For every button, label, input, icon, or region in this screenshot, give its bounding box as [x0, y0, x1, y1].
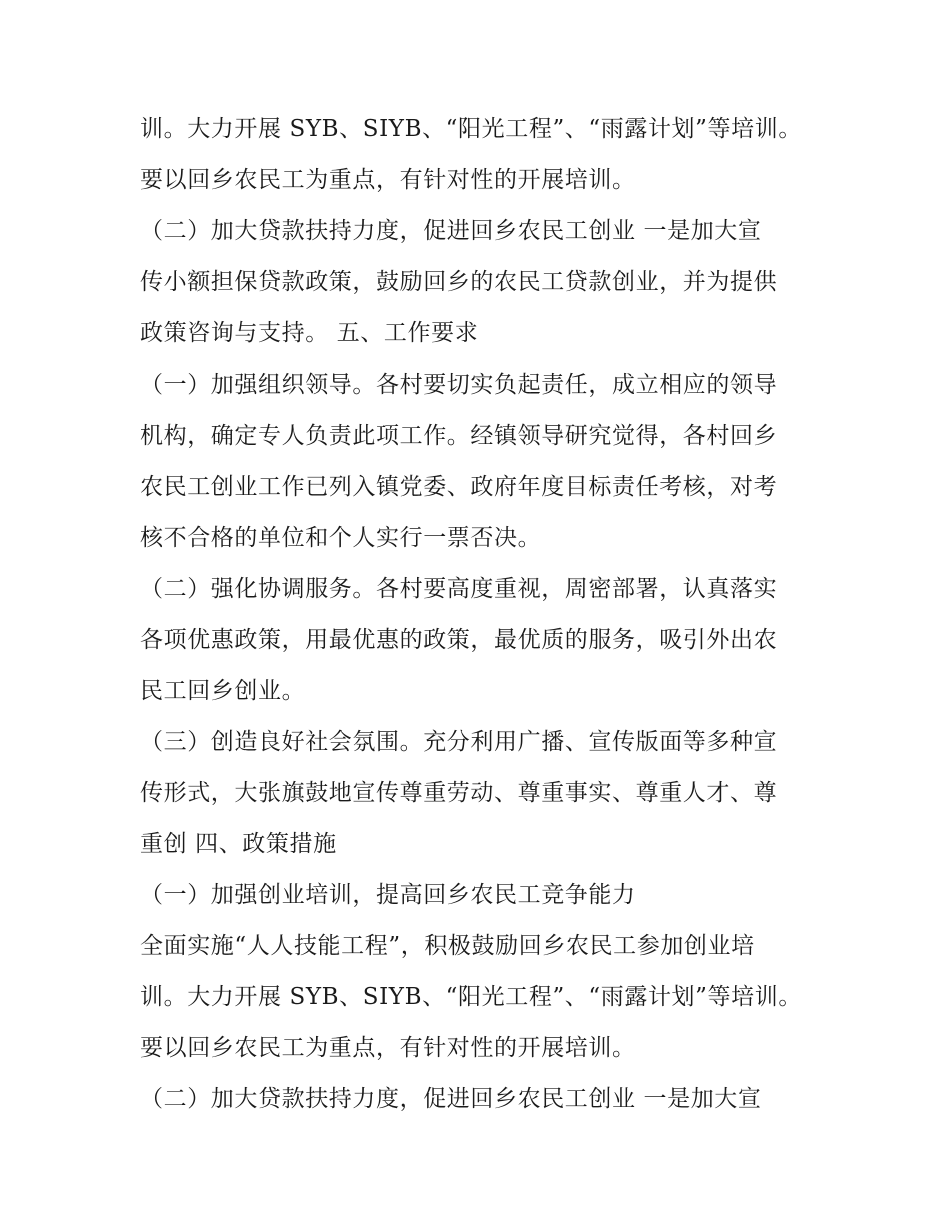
text-line: （二）加大贷款扶持力度，促进回乡农民工创业 一是加大宣 [140, 218, 762, 244]
text-line: 训。大力开展 SYB、SIYB、“阳光工程”、“雨露计划”等培训。 [140, 984, 802, 1010]
text-line: 民工回乡创业。 [140, 678, 306, 704]
text-line: 传小额担保贷款政策，鼓励回乡的农民工贷款创业，并为提供 [140, 269, 778, 295]
text-line: 传形式，大张旗鼓地宣传尊重劳动、尊重事实、尊重人才、尊 [140, 780, 778, 806]
text-line: 全面实施“人人技能工程”，积极鼓励回乡农民工参加创业培 [140, 933, 755, 959]
text-line: （一）加强组织领导。各村要切实负起责任，成立相应的领导 [140, 372, 778, 398]
text-line: 农民工创业工作已列入镇党委、政府年度目标责任考核，对考 [140, 474, 778, 500]
text-line: （二）加大贷款扶持力度，促进回乡农民工创业 一是加大宣 [140, 1086, 762, 1112]
text-line: 要以回乡农民工为重点，有针对性的开展培训。 [140, 167, 636, 193]
text-line: （三）创造良好社会氛围。充分利用广播、宣传版面等多种宣 [140, 729, 778, 755]
text-line: 核不合格的单位和个人实行一票否决。 [140, 525, 542, 551]
text-line: 重创 四、政策措施 [140, 831, 337, 857]
text-line: 政策咨询与支持。 五、工作要求 [140, 320, 479, 346]
text-line: 各项优惠政策，用最优惠的政策，最优质的服务，吸引外出农 [140, 627, 778, 653]
text-line: 要以回乡农民工为重点，有针对性的开展培训。 [140, 1035, 636, 1061]
text-line: （一）加强创业培训，提高回乡农民工竞争能力 [140, 882, 636, 908]
text-line: 机构，确定专人负责此项工作。经镇领导研究觉得，各村回乡 [140, 423, 778, 449]
text-line: 训。大力开展 SYB、SIYB、“阳光工程”、“雨露计划”等培训。 [140, 116, 802, 142]
text-line: （二）强化协调服务。各村要高度重视，周密部署，认真落实 [140, 576, 778, 602]
